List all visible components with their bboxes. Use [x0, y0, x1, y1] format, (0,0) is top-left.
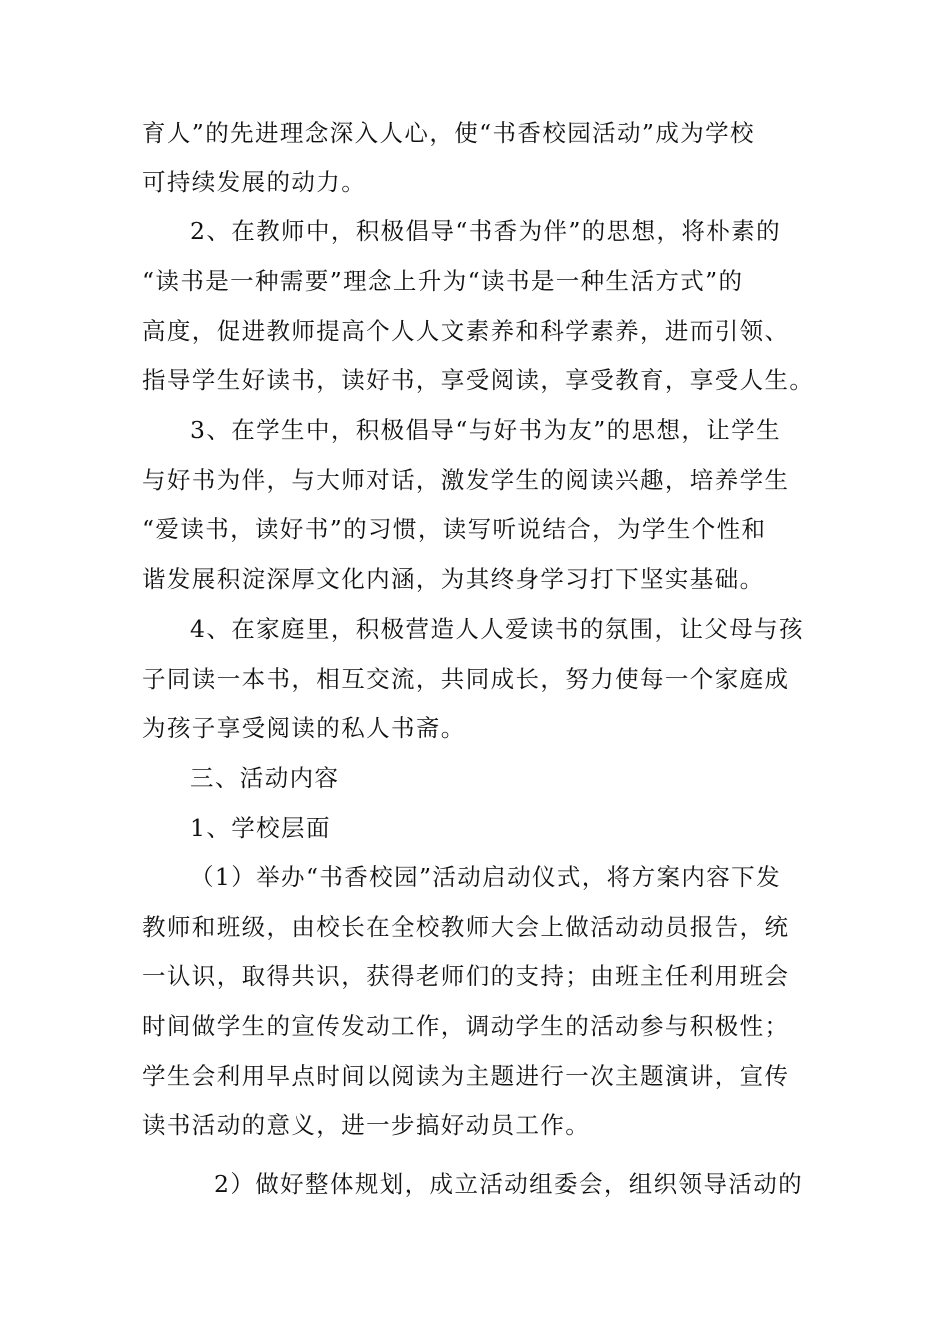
subsection-heading: 1、学校层面 — [190, 814, 331, 842]
text-line: 高度，促进教师提高个人人文素养和科学素养，进而引领、 — [142, 317, 790, 345]
paragraph-start-line: 3、在学生中，积极倡导“与好书为友”的思想，让学生 — [190, 416, 781, 444]
text-line: 育人”的先进理念深入人心，使“书香校园活动”成为学校 — [142, 119, 755, 147]
text-line: “读书是一种需要”理念上升为“读书是一种生活方式”的 — [142, 267, 744, 295]
paragraph-start-line: （1）举办“书香校园”活动启动仪式，将方案内容下发 — [190, 863, 781, 891]
paragraph-start-line: 2）做好整体规划，成立活动组委会，组织领导活动的 — [214, 1170, 804, 1198]
section-heading: 三、活动内容 — [190, 764, 340, 792]
text-line: 可持续发展的动力。 — [142, 168, 367, 196]
text-line: 一认识，取得共识，获得老师们的支持；由班主任利用班会 — [142, 962, 790, 990]
text-line: 与好书为伴，与大师对话，激发学生的阅读兴趣，培养学生 — [142, 466, 790, 494]
text-line: 教师和班级，由校长在全校教师大会上做活动动员报告，统 — [142, 913, 790, 941]
text-line: 时间做学生的宣传发动工作，调动学生的活动参与积极性； — [142, 1012, 790, 1040]
text-line: 读书活动的意义，进一步搞好动员工作。 — [142, 1111, 591, 1139]
text-line: 谐发展积淀深厚文化内涵，为其终身学习打下坚实基础。 — [142, 565, 765, 593]
text-line: 子同读一本书，相互交流，共同成长，努力使每一个家庭成 — [142, 665, 790, 693]
paragraph-start-line: 4、在家庭里，积极营造人人爱读书的氛围，让父母与孩 — [190, 615, 804, 643]
paragraph-start-line: 2、在教师中，积极倡导“书香为伴”的思想，将朴素的 — [190, 217, 781, 245]
text-line: 为孩子享受阅读的私人书斋。 — [142, 714, 466, 742]
text-line: “爱读书，读好书”的习惯，读写听说结合，为学生个性和 — [142, 515, 767, 543]
text-line: 学生会利用早点时间以阅读为主题进行一次主题演讲，宣传 — [142, 1062, 790, 1090]
text-line: 指导学生好读书，读好书，享受阅读，享受教育，享受人生。 — [142, 366, 815, 394]
